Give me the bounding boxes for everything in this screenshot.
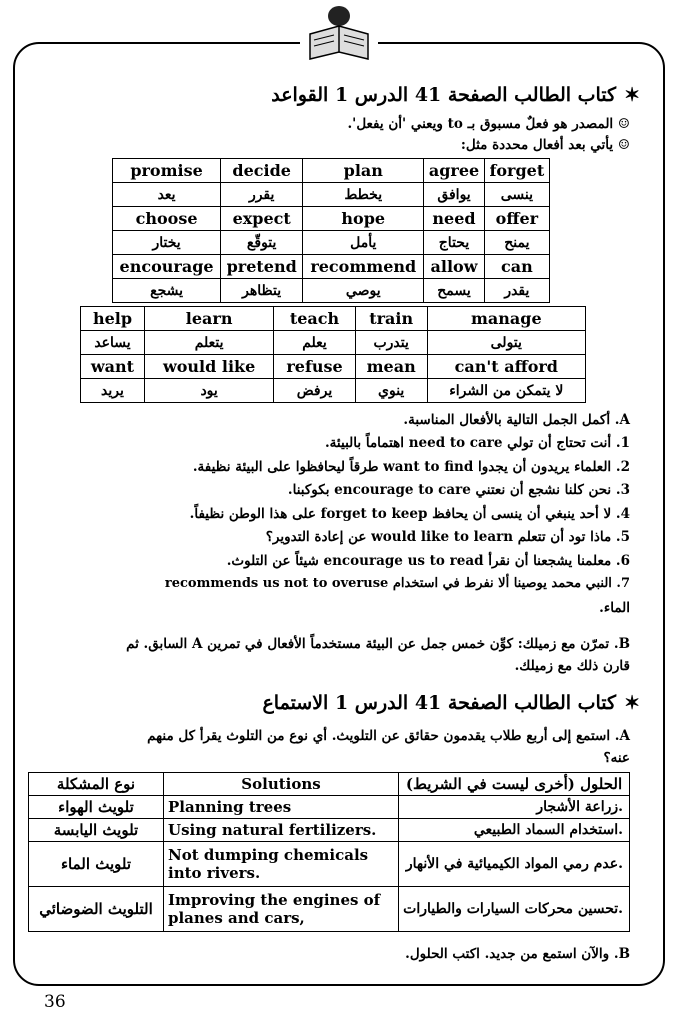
verb-arabic: يوافق <box>424 183 484 207</box>
exercise-a-item: 6. معلمنا يشجعنا أن نقرأ encourage us to read شيئاً عن التلوث. <box>226 552 630 569</box>
verb-english: recommend <box>303 255 424 279</box>
table-row <box>113 207 550 231</box>
solution-en: Using natural fertilizers. <box>164 819 399 842</box>
solution-ar: زراعة الأشجار. <box>399 796 630 819</box>
verb-english: want <box>81 355 145 379</box>
verb-english: help <box>81 307 145 331</box>
verb-arabic: لا يتمكن من الشراء <box>427 379 585 403</box>
verb-english: can <box>484 255 549 279</box>
exercise-a-list <box>40 412 630 623</box>
table-row <box>113 231 550 255</box>
exercise-a-item: 4. لا أحد ينبغي أن ينسى أن يحافظ forget to keep على هذا الوطن نظيفاً. <box>189 505 630 522</box>
verb-arabic: يتظاهر <box>221 279 303 303</box>
verb-english: refuse <box>274 355 355 379</box>
exercise-b-line1: B. تمرّن مع زميلك: كوِّن خمس جمل عن البيئة مستخدماً الأفعال في تمرين A السابق. ثم <box>126 636 630 652</box>
table-row <box>113 255 550 279</box>
problem-type: التلويث الضوضائي <box>29 887 164 932</box>
verb-arabic: يتعلم <box>144 331 273 355</box>
exercise-a-title: A. أكمل الجمل التالية بالأفعال المناسبة. <box>403 412 630 428</box>
verb-english: forget <box>484 159 549 183</box>
verb-arabic: يمنح <box>484 231 549 255</box>
verb-arabic: يود <box>144 379 273 403</box>
exercise-b-line2: قارن ذلك مع زميلك. <box>514 658 630 674</box>
table-row <box>81 355 586 379</box>
verb-english: promise <box>113 159 221 183</box>
table-row <box>113 279 550 303</box>
verb-english: pretend <box>221 255 303 279</box>
listening-a-line2: عنه؟ <box>603 750 630 766</box>
solution-en: Planning trees <box>164 796 399 819</box>
verb-arabic: يساعد <box>81 331 145 355</box>
smiley-icon: ☺ <box>617 116 630 132</box>
listening-b: B. والآن استمع من جديد. اكتب الحلول. <box>405 946 630 962</box>
verb-arabic: يقرر <box>221 183 303 207</box>
header-other-solutions: الحلول (أخرى ليست في الشريط) <box>399 773 630 796</box>
verb-arabic: يعد <box>113 183 221 207</box>
verb-english: learn <box>144 307 273 331</box>
verb-arabic: يختار <box>113 231 221 255</box>
verb-english: train <box>355 307 427 331</box>
solution-ar: تحسين محركات السيارات والطيارات. <box>399 887 630 932</box>
verb-english: would like <box>144 355 273 379</box>
verb-english: can't afford <box>427 355 585 379</box>
verb-arabic: يوصي <box>303 279 424 303</box>
verb-english: decide <box>221 159 303 183</box>
solutions-table <box>28 772 630 932</box>
verb-english: need <box>424 207 484 231</box>
verb-arabic: ينوي <box>355 379 427 403</box>
exercise-a-item: 3. نحن كلنا نشجع أن نعتني encourage to care بكوكبنا. <box>287 482 630 498</box>
verb-english: teach <box>274 307 355 331</box>
verbs-table-2 <box>80 306 586 403</box>
reading-student-logo <box>300 4 378 62</box>
table-row <box>81 331 586 355</box>
verb-english: agree <box>424 159 484 183</box>
verb-english: expect <box>221 207 303 231</box>
smiley-icon: ☺ <box>617 137 630 153</box>
star-icon: ✶ <box>624 692 640 714</box>
star-icon: ✶ <box>624 84 640 106</box>
solution-en: Improving the engines of planes and cars, <box>164 887 399 932</box>
verb-arabic: يسمح <box>424 279 484 303</box>
listening-a-line1: A. استمع إلى أربع طلاب يقدمون حقائق عن التلويث. أي نوع من التلوث يقرأ كل منهم <box>147 728 630 744</box>
verb-english: mean <box>355 355 427 379</box>
rule2: ☺ يأتي بعد أفعال محددة مثل: <box>460 137 630 153</box>
verb-arabic: يشجع <box>113 279 221 303</box>
header-solutions: Solutions <box>164 773 399 796</box>
verb-arabic: يأمل <box>303 231 424 255</box>
section1-heading: ✶كتاب الطالب الصفحة 41 الدرس 1 القواعد <box>271 84 640 106</box>
verb-arabic: يخطط <box>303 183 424 207</box>
table-row <box>113 159 550 183</box>
verb-english: plan <box>303 159 424 183</box>
exercise-a-item: 1. أنت تحتاج أن تولي need to care اهتماماً بالبيئة. <box>324 435 630 451</box>
verb-arabic: يتدرب <box>355 331 427 355</box>
solution-ar: استخدام السماد الطبيعي. <box>399 819 630 842</box>
verbs-table-1 <box>112 158 550 303</box>
verb-arabic: يقدر <box>484 279 549 303</box>
exercise-a-item: الماء. <box>599 599 630 616</box>
verb-arabic: يتوقّع <box>221 231 303 255</box>
table-row <box>113 183 550 207</box>
header-problem-type: نوع المشكلة <box>29 773 164 796</box>
verb-english: hope <box>303 207 424 231</box>
problem-type: تلويث الهواء <box>29 796 164 819</box>
page-number: 36 <box>44 992 66 1012</box>
solution-en: Not dumping chemicals into rivers. <box>164 842 399 887</box>
problem-type: تلويث الماء <box>29 842 164 887</box>
verb-english: encourage <box>113 255 221 279</box>
verb-english: manage <box>427 307 585 331</box>
verb-arabic: ينسى <box>484 183 549 207</box>
problem-type: تلويث اليابسة <box>29 819 164 842</box>
table-row <box>81 379 586 403</box>
exercise-a-item: 5. ماذا تود أن تتعلم would like to learn عن إعادة التدوير؟ <box>265 529 630 545</box>
rule1: ☺ المصدر هو فعلٌ مسبوق بـ to ويعني 'أن يفعل'. <box>347 116 630 132</box>
verb-english: allow <box>424 255 484 279</box>
verb-arabic: يرفض <box>274 379 355 403</box>
solution-ar: عدم رمي المواد الكيميائية في الأنهار. <box>399 842 630 887</box>
verb-arabic: يحتاج <box>424 231 484 255</box>
exercise-a-item: 7. النبي محمد يوصينا ألا نفرط في استخدام recommends us not to overuse <box>164 576 630 591</box>
verb-arabic: يريد <box>81 379 145 403</box>
verb-arabic: يتولى <box>427 331 585 355</box>
verb-english: offer <box>484 207 549 231</box>
table-row <box>81 307 586 331</box>
exercise-a-item: 2. العلماء يريدون أن يجدوا want to find طرقاً ليحافظوا على البيئة نظيفة. <box>192 458 630 475</box>
verb-arabic: يعلم <box>274 331 355 355</box>
verb-english: choose <box>113 207 221 231</box>
section2-heading: ✶كتاب الطالب الصفحة 41 الدرس 1 الاستماع <box>262 692 640 714</box>
